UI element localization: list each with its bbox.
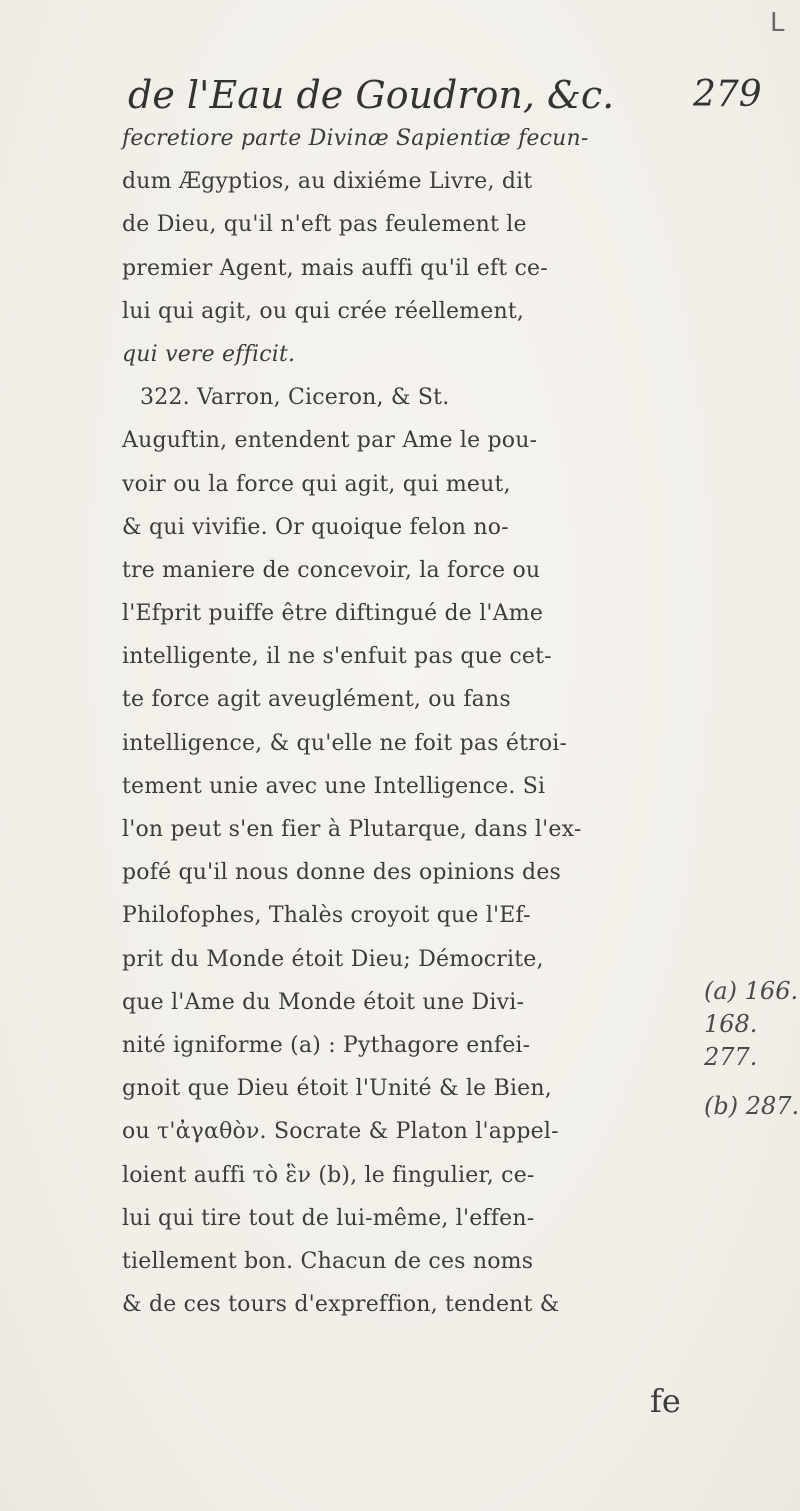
text-line: nité igniforme (a) : Pythagore enfei- bbox=[122, 1032, 531, 1058]
text-line: tre maniere de concevoir, la force ou bbox=[122, 557, 541, 583]
page-number: 279 bbox=[693, 74, 762, 115]
margin-note: (a) 166. bbox=[704, 977, 799, 1005]
text-line: Auguftin, entendent par Ame le pou- bbox=[122, 428, 538, 454]
text-line: que l'Ame du Monde étoit une Divi- bbox=[122, 989, 525, 1015]
text-line: intelligente, il ne s'enfuit pas que cet- bbox=[122, 644, 552, 670]
text-line: intelligence, & qu'elle ne foit pas étroi- bbox=[122, 730, 568, 756]
text-line: Philofophes, Thalès croyoit que l'Ef- bbox=[122, 903, 531, 929]
text-line: de Dieu, qu'il n'eft pas feulement le bbox=[122, 212, 527, 238]
text-line: dum Ægyptios, au dixiéme Livre, dit bbox=[122, 169, 533, 195]
text-line: ou τ'ἀγαθὸν. Socrate & Platon l'appel- bbox=[122, 1119, 559, 1145]
text-line: loient auffi τὸ ἓν (b), le fingulier, ce- bbox=[122, 1162, 535, 1188]
text-line: voir ou la force qui agit, qui meut, bbox=[122, 471, 511, 497]
text-line: l'on peut s'en fier à Plutarque, dans l'ex- bbox=[122, 817, 582, 842]
running-head: de l'Eau de Goudron, &c. bbox=[128, 73, 615, 117]
corner-mark: L bbox=[770, 8, 785, 38]
text-line: l'Efprit puiffe être diftingué de l'Ame bbox=[122, 601, 544, 627]
margin-note: 168. bbox=[704, 1010, 758, 1038]
catchword: fe bbox=[650, 1382, 681, 1420]
margin-note: 277. bbox=[704, 1043, 758, 1071]
text-line: lui qui tire tout de lui-même, l'effen- bbox=[122, 1205, 535, 1231]
text-line: pofé qu'il nous donne des opinions des bbox=[122, 860, 562, 886]
body-text bbox=[122, 117, 742, 1326]
text-line: fecretiore parte Divinæ Sapientiæ fecun- bbox=[122, 126, 589, 151]
text-line: gnoit que Dieu étoit l'Unité & le Bien, bbox=[122, 1076, 552, 1102]
text-line: tiellement bon. Chacun de ces noms bbox=[122, 1248, 534, 1274]
text-line: & qui vivifie. Or quoique felon no- bbox=[122, 514, 509, 540]
text-line: qui vere efficit. bbox=[122, 341, 296, 367]
text-line: prit du Monde étoit Dieu; Démocrite, bbox=[122, 946, 544, 972]
text-line: 322. Varron, Ciceron, & St. bbox=[140, 385, 450, 411]
text-line: & de ces tours d'expreffion, tendent & bbox=[122, 1292, 560, 1318]
margin-note: (b) 287. bbox=[704, 1092, 800, 1120]
text-line: te force agit aveuglément, ou fans bbox=[122, 687, 511, 713]
text-line: premier Agent, mais auffi qu'il eft ce- bbox=[122, 255, 548, 281]
text-line: tement unie avec une Intelligence. Si bbox=[122, 773, 546, 799]
text-line: lui qui agit, ou qui crée réellement, bbox=[122, 298, 525, 324]
